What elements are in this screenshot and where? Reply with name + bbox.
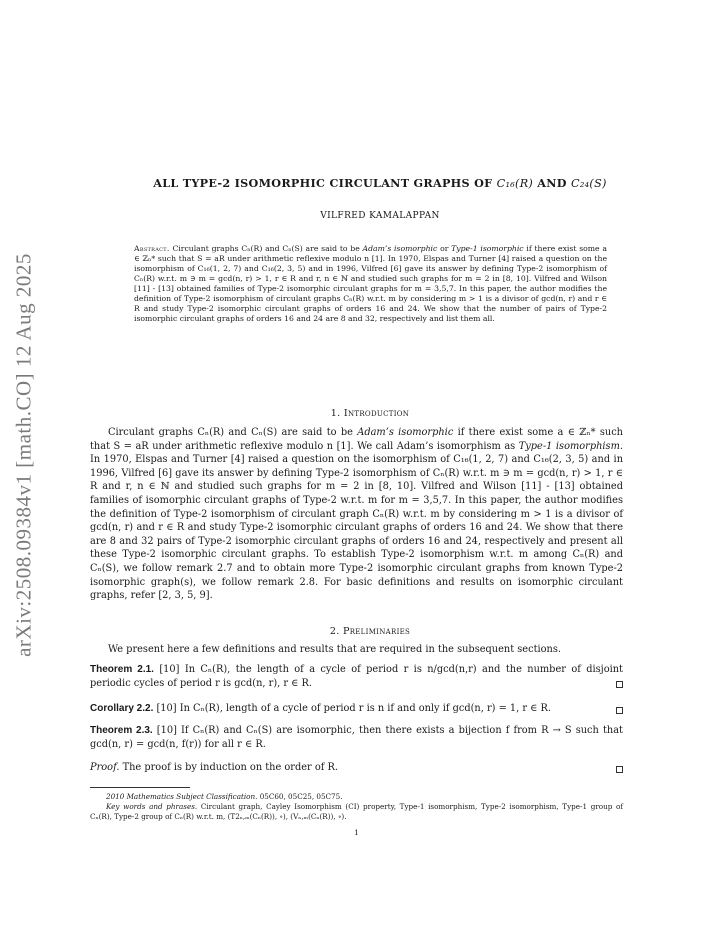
proof xyxy=(90,761,623,775)
intro-text-a: Circulant graphs Cₙ(R) and Cₙ(S) are said to be xyxy=(108,427,358,438)
section-title-preliminaries: 2. Preliminaries xyxy=(329,626,411,637)
author: VILFRED KAMALAPPAN xyxy=(320,211,440,221)
keywords-label: Key words and phrases. xyxy=(106,802,198,811)
abstract-text-c: if there exist some a ∈ ℤₙ* such that S = aR under arithmetic reflexive modulo n [1]. In 1970, Elspas and Turner [4] raised a question on the isomorphism of C₁₆(1, 2, 7) and C₁₆(2, 3, 5) and in 1996, Vilfred [6] gave its answer by defining Type-2 isomorphism of Cₙ(R) w.r.t. m ∋ m = gcd(n, r) > 1, r ∈ R and r, n ∈ ℕ and studied such graphs for m = 2 in [8, 10]. Vilfred and Wilson [11] - [13] obtained families of Type-2 isomorphic circulant graphs for m = 3,5,7. In this paper, the author modifies the definition of Type-2 isomorphism of circulant graphs Cₙ(R) w.r.t. m by considering m > 1 is a divisor of gcd(n, r) and r ∈ R and study Type-2 isomorphic circulant graphs of orders 16 and 24. We show that the number of pairs of Type-2 isomorphic circulant graphs of orders 16 and 24 are 8 and 32, respectively and list them all. xyxy=(134,244,607,323)
abstract-text-a: Circulant graphs Cₙ(R) and Cₙ(S) are said to be xyxy=(169,244,363,253)
intro-text-b: if there exist some a ∈ ℤₙ* such that S = aR under arithmetic reflexive modulo n [1]. We call Adam’s isomorphism as xyxy=(90,427,623,452)
abstract-text-b: or xyxy=(437,244,452,253)
footnote-rule xyxy=(90,787,190,788)
footnote-msc xyxy=(90,792,623,802)
theorem-2-3-label: Theorem 2.3. xyxy=(90,725,153,736)
theorem-2-1-label: Theorem 2.1. xyxy=(90,664,154,675)
theorem-2-1-text: [10] In Cₙ(R), the length of a cycle of period r is n/gcd(n,r) and the number of disjoint periodic cycles of period r is gcd(n, r), r ∈ R. xyxy=(90,664,623,689)
msc-text: 05C60, 05C25, 05C75. xyxy=(257,792,343,801)
arxiv-stamp xyxy=(8,245,40,665)
title-and: AND xyxy=(533,176,571,190)
title-math-1: C₁₆(R) xyxy=(496,177,534,190)
introduction-paragraph xyxy=(90,426,623,603)
title-text: ALL TYPE-2 ISOMORPHIC CIRCULANT GRAPHS OF xyxy=(153,176,497,190)
proof-text: The proof is by induction on the order of R. xyxy=(119,762,338,773)
abstract-label: Abstract. xyxy=(134,244,170,253)
qed-square-icon xyxy=(616,707,623,714)
paper-title xyxy=(100,176,660,190)
abstract-italic-b: Type-1 isomorphic xyxy=(451,244,524,253)
corollary-2-2-text: [10] In Cₙ(R), length of a cycle of period r is n if and only if gcd(n, r) = 1, r ∈ R. xyxy=(153,703,552,714)
proof-label: Proof. xyxy=(90,762,120,773)
preliminaries-intro: We present here a few definitions and results that are required in the subsequent sections. xyxy=(108,644,561,655)
abstract xyxy=(134,244,607,324)
arxiv-stamp-text: arXiv:2508.09384v1 [math.CO] 12 Aug 2025 xyxy=(11,253,36,657)
abstract-italic-a: Adam’s isomorphic xyxy=(362,244,438,253)
intro-italic-a: Adam’s isomorphic xyxy=(357,427,454,438)
theorem-2-1 xyxy=(90,663,623,690)
qed-square-icon xyxy=(616,681,623,688)
msc-label: 2010 Mathematics Subject Classification. xyxy=(106,792,258,801)
title-math-2: C₂₄(S) xyxy=(571,177,607,190)
footnote-keywords xyxy=(90,802,623,821)
corollary-2-2 xyxy=(90,702,623,716)
section-title-introduction: 1. Introduction xyxy=(330,408,410,419)
qed-square-icon xyxy=(616,766,623,773)
intro-italic-b: Type-1 isomorphism xyxy=(518,440,620,452)
intro-text-c: . In 1970, Elspas and Turner [4] raised a question on the isomorphism of C₁₆(1, 2, 7) and C₁₆(2, 3, 5) and in 1996, Vilfred [6] gave its answer by defining Type-2 isomorphism of Cₙ(R) w.r.t. m ∋ m = gcd(n, r) > 1, r ∈ R and r, n ∈ ℕ and studied such graphs for m = 2 in [8, 10]. Vilfred and Wilson [11] - [13] obtained families of isomorphic circulant graphs of Type-2 w.r.t. m for m = 3,5,7. In this paper, the author modifies the definition of Type-2 isomorphism of circulant graph Cₙ(R) w.r.t. m by considering m > 1 is a divisor of gcd(n, r) and r ∈ R and study Type-2 isomorphic circulant graphs of orders 16 and 24. We show that there are 8 and 32 pairs of Type-2 isomorphic circulant graphs of orders 16 and 24, respectively and present all these Type-2 isomorphic circulant graphs. To establish Type-2 isomorphism w.r.t. m among Cₙ(R) and Cₙ(S), we follow remark 2.7 and to obtain more Type-2 isomorphic circulant graphs from known Type-2 isomorphic graph(s), we follow remark 2.8. For basic definitions and results on isomorphic circulant graphs, refer [2, 3, 5, 9]. xyxy=(90,440,623,602)
corollary-2-2-label: Corollary 2.2. xyxy=(90,703,154,714)
theorem-2-3 xyxy=(90,724,623,751)
theorem-2-3-text: [10] If Cₙ(R) and Cₙ(S) are isomorphic, then there exists a bijection f from R → S such that gcd(n, r) = gcd(n, f(r)) for all r ∈ R. xyxy=(90,725,623,750)
keywords-text: Circulant graph, Cayley Isomorphism (CI) property, Type-1 isomorphism, Type-2 isomorphism, Type-1 group of Cₙ(R), Type-2 group of Cₙ(R) w.r.t. m, (T2ₙ,ₘ(Cₙ(R)), ∘), (Vₙ,ₘ(Cₙ(R)), ∘). xyxy=(90,802,623,821)
page-number: 1 xyxy=(354,828,359,837)
